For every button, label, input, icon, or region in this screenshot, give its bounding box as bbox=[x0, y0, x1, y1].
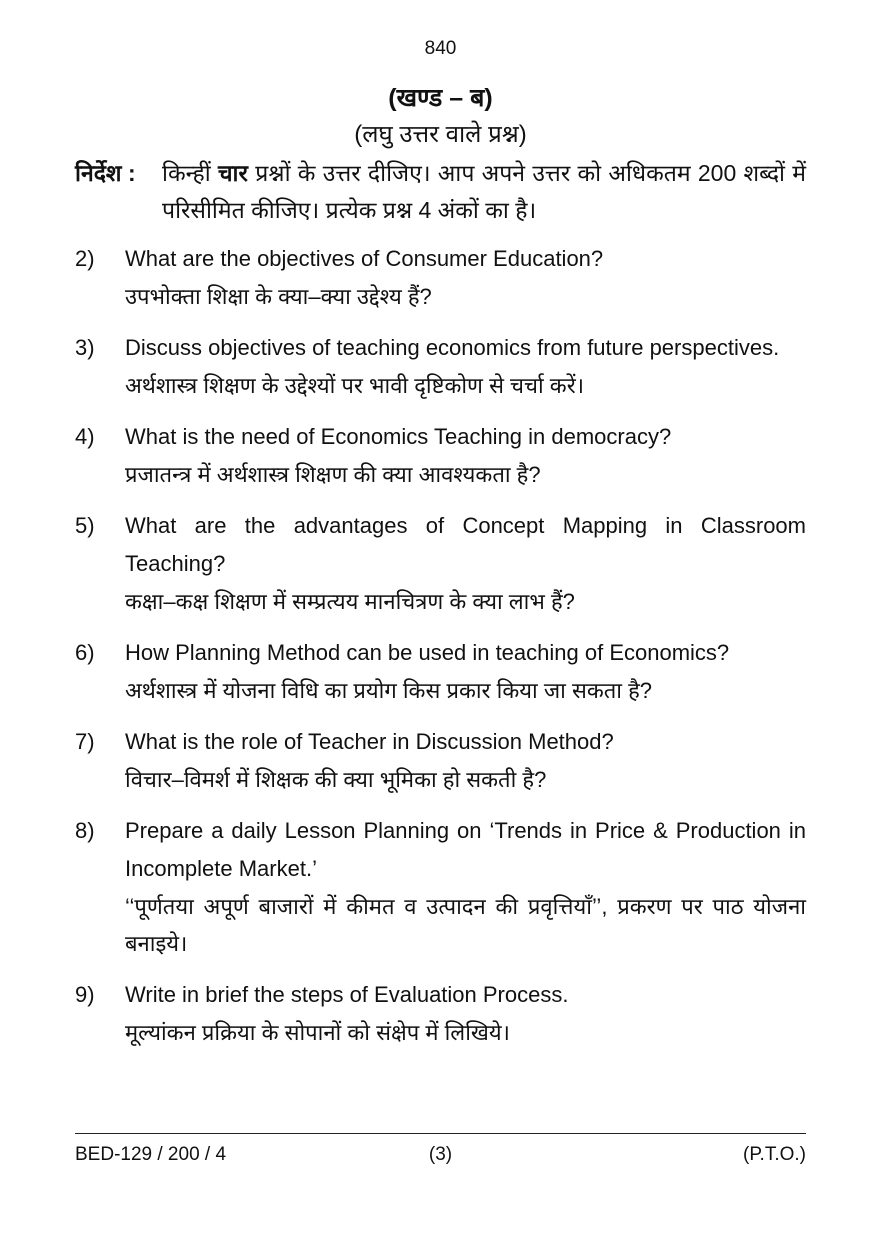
question-item bbox=[75, 723, 806, 798]
directions bbox=[75, 155, 806, 229]
question-number: 5) bbox=[75, 513, 95, 538]
section-subtitle: (लघु उत्तर वाले प्रश्न) bbox=[354, 121, 527, 148]
directions-label: निर्देश : bbox=[75, 160, 136, 186]
question-english: What are the advantages of Concept Mapping in Classroom Teaching? bbox=[125, 513, 806, 576]
page-number: 840 bbox=[424, 38, 457, 59]
directions-text bbox=[162, 155, 806, 229]
footer-divider bbox=[75, 1133, 806, 1134]
question-english: What is the need of Economics Teaching in democracy? bbox=[125, 424, 672, 449]
question-item bbox=[75, 507, 806, 620]
question-hindi: प्रजातन्त्र में अर्थशास्त्र शिक्षण की क्या आवश्यकता है? bbox=[125, 462, 541, 487]
footer-pto: (P.T.O.) bbox=[743, 1144, 806, 1165]
question-english: Write in brief the steps of Evaluation Process. bbox=[125, 982, 569, 1007]
question-hindi: विचार–विमर्श में शिक्षक की क्या भूमिका हो सकती है? bbox=[125, 767, 547, 792]
question-hindi: ‘‘पूर्णतया अपूर्ण बाजारों में कीमत व उत्पादन की प्रवृत्तियाँ’’, प्रकरण पर पाठ योजना बनाइये। bbox=[125, 894, 806, 956]
section-title: (खण्ड – ब) bbox=[388, 84, 493, 112]
question-number: 4) bbox=[75, 424, 95, 449]
question-hindi: अर्थशास्त्र में योजना विधि का प्रयोग किस प्रकार किया जा सकता है? bbox=[125, 678, 652, 703]
directions-text-pre: किन्हीं bbox=[162, 160, 211, 186]
question-hindi: मूल्यांकन प्रक्रिया के सोपानों को संक्षेप में लिखिये। bbox=[125, 1020, 510, 1045]
question-list bbox=[75, 240, 806, 1065]
question-hindi: कक्षा–कक्ष शिक्षण में सम्प्रत्यय मानचित्रण के क्या लाभ हैं? bbox=[125, 589, 575, 614]
question-english: What is the role of Teacher in Discussion Method? bbox=[125, 729, 614, 754]
question-hindi: अर्थशास्त्र शिक्षण के उद्देश्यों पर भावी दृष्टिकोण से चर्चा करें। bbox=[125, 373, 585, 398]
question-number: 9) bbox=[75, 982, 95, 1007]
question-number: 7) bbox=[75, 729, 95, 754]
question-item bbox=[75, 329, 806, 404]
question-item bbox=[75, 418, 806, 493]
question-number: 8) bbox=[75, 818, 95, 843]
directions-text-post: प्रश्नों के उत्तर दीजिए। आप अपने उत्तर को अधिकतम 200 शब्दों में परिसीमित कीजिए। प्रत्येक प्रश्न 4 अंकों का है। bbox=[162, 160, 807, 223]
question-item bbox=[75, 634, 806, 709]
directions-text-bold: चार bbox=[217, 160, 248, 186]
question-item bbox=[75, 976, 806, 1051]
question-item bbox=[75, 812, 806, 962]
question-english: How Planning Method can be used in teaching of Economics? bbox=[125, 640, 730, 665]
question-number: 3) bbox=[75, 335, 95, 360]
question-english: Prepare a daily Lesson Planning on ‘Trends in Price & Production in Incomplete Market.’ bbox=[125, 818, 806, 881]
question-english: What are the objectives of Consumer Education? bbox=[125, 246, 604, 271]
footer-page-number: (3) bbox=[428, 1144, 453, 1165]
question-english: Discuss objectives of teaching economics from future perspectives. bbox=[125, 335, 780, 360]
question-item bbox=[75, 240, 806, 315]
footer-course-code: BED-129 / 200 / 4 bbox=[75, 1144, 227, 1165]
question-number: 2) bbox=[75, 246, 95, 271]
question-hindi: उपभोक्ता शिक्षा के क्या–क्या उद्देश्य हैं? bbox=[125, 284, 432, 309]
question-number: 6) bbox=[75, 640, 95, 665]
